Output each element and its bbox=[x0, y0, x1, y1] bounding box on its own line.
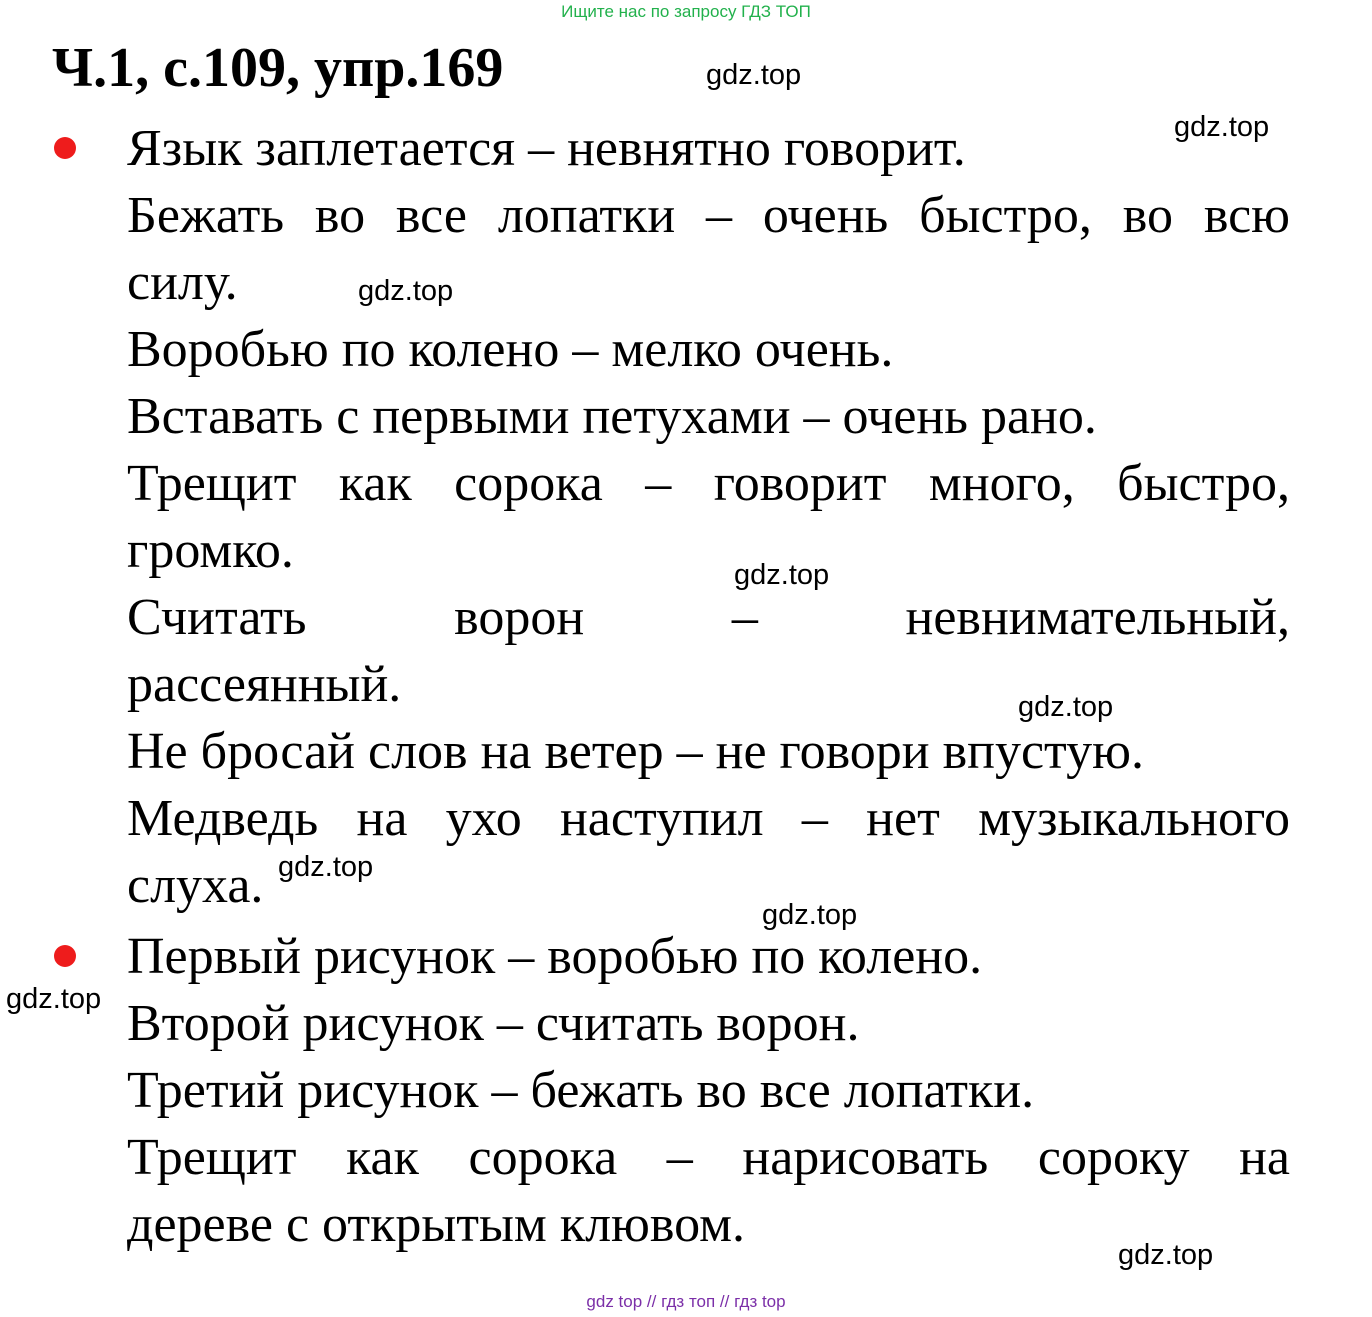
watermark: gdz.top bbox=[706, 59, 802, 91]
text-line: Третий рисунок – бежать во все лопатки. bbox=[127, 1062, 1035, 1119]
text-line: Трещит как сорока – говорит много, быстро, bbox=[127, 455, 1290, 512]
bullet-1-icon bbox=[54, 137, 76, 159]
watermark: gdz.top bbox=[734, 559, 830, 591]
watermark: gdz.top bbox=[1174, 111, 1270, 143]
watermark: gdz.top bbox=[762, 899, 858, 931]
text-line: громко. bbox=[127, 522, 294, 579]
text-line: дереве с открытым клювом. bbox=[127, 1196, 746, 1253]
text-line: рассеянный. bbox=[127, 656, 402, 713]
text-line: Первый рисунок – воробью по колено. bbox=[127, 928, 983, 985]
watermark: gdz.top bbox=[358, 275, 454, 307]
text-line: слуха. bbox=[127, 857, 264, 914]
watermark: gdz.top bbox=[278, 851, 374, 883]
watermark: gdz.top bbox=[1018, 691, 1114, 723]
text-line: силу. bbox=[127, 254, 238, 311]
page-title: Ч.1, с.109, упр.169 bbox=[52, 37, 504, 99]
text-line: Воробью по колено – мелко очень. bbox=[127, 321, 894, 378]
bullet-2-icon bbox=[54, 945, 76, 967]
top-banner: Ищите нас по запросу ГДЗ ТОП bbox=[561, 2, 811, 21]
text-line: Язык заплетается – невнятно говорит. bbox=[127, 120, 966, 177]
text-line: Второй рисунок – считать ворон. bbox=[127, 995, 860, 1052]
watermark: gdz.top bbox=[1118, 1239, 1214, 1271]
text-line: Бежать во все лопатки – очень быстро, во всю bbox=[127, 187, 1290, 244]
text-line: Трещит как сорока – нарисовать сороку на bbox=[127, 1129, 1290, 1186]
text-line: Вставать с первыми петухами – очень рано. bbox=[127, 388, 1097, 445]
bottom-banner: gdz top // гдз топ // гдз top bbox=[586, 1292, 786, 1311]
text-line: Не бросай слов на ветер – не говори впустую. bbox=[127, 723, 1144, 780]
watermark: gdz.top bbox=[6, 983, 102, 1015]
text-line: Считать ворон – невнимательный, bbox=[127, 589, 1290, 646]
text-line: Медведь на ухо наступил – нет музыкального bbox=[127, 790, 1290, 847]
